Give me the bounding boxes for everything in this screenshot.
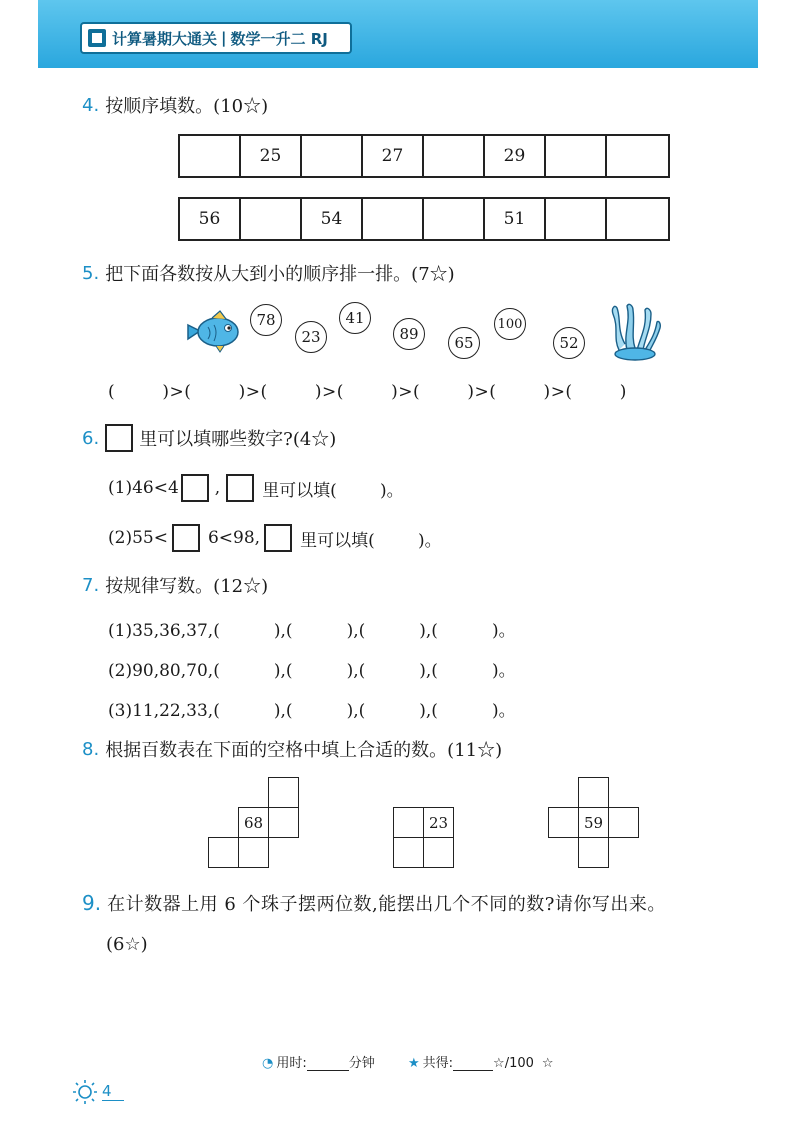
- time-unit: 分钟: [348, 1056, 375, 1071]
- seaweed-icon: [605, 300, 661, 362]
- book-icon: [88, 29, 106, 47]
- q5-heading: [82, 260, 455, 286]
- grid1-cell: 68: [238, 807, 269, 838]
- q4-row1-cell[interactable]: 27: [363, 136, 424, 176]
- blank-square: [264, 524, 292, 552]
- q4-row1-cell[interactable]: 29: [485, 136, 546, 176]
- q4-row1-cell[interactable]: [180, 136, 241, 176]
- q7-heading: [82, 572, 268, 598]
- header-separator: |: [221, 29, 227, 47]
- header-subtitle: 数学一升二 RJ: [230, 29, 328, 48]
- grid2-cell[interactable]: [393, 807, 424, 838]
- q8-number: 8.: [82, 738, 100, 760]
- grid1-cell[interactable]: [208, 837, 239, 868]
- q9-text: 在计数器上用 6 个珠子摆两位数,能摆出几个不同的数?请你写出来。: [107, 894, 666, 915]
- star-icon: ★: [408, 1056, 420, 1071]
- q6-p1-a: (1)46<4: [108, 478, 179, 498]
- fish-icon: [186, 305, 246, 355]
- q7-line-2: [108, 656, 516, 681]
- grid3-cell[interactable]: [548, 807, 579, 838]
- number-circle: 23: [295, 321, 327, 353]
- score-unit: ☆/100: [493, 1056, 534, 1071]
- q4-row2-cell[interactable]: [424, 199, 485, 239]
- number-circle: 78: [250, 304, 282, 336]
- q4-row1-cell[interactable]: [424, 136, 485, 176]
- q8-heading: [82, 736, 502, 762]
- q6-p1-b: ,: [214, 478, 221, 498]
- blank-square: [226, 474, 254, 502]
- q7-line-1: [108, 616, 516, 641]
- q4-number: 4.: [82, 94, 100, 116]
- q6-p1-c: 里可以填( )。: [262, 480, 404, 501]
- q4-row1-cell[interactable]: [302, 136, 363, 176]
- grid3-cell[interactable]: [608, 807, 639, 838]
- q6-p2-b: 6<98,: [207, 528, 261, 548]
- grid1-cell[interactable]: [268, 807, 299, 838]
- q4-row2-cell[interactable]: 51: [485, 199, 546, 239]
- q7-line-2-text: (2)90,80,70,( ),( ),( ),( )。: [108, 661, 516, 681]
- q4-row2-cell[interactable]: 54: [302, 199, 363, 239]
- q4-text: 按顺序填数。(10☆): [105, 96, 269, 117]
- footer-score: [408, 1052, 554, 1071]
- footer-time: [262, 1052, 375, 1071]
- grid1-cell[interactable]: [268, 777, 299, 808]
- header-title: 计算暑期大通关: [112, 29, 218, 48]
- q6-p2-a: (2)55<: [108, 528, 168, 548]
- q4-row2-cell[interactable]: [546, 199, 607, 239]
- grid1-cell[interactable]: [238, 837, 269, 868]
- q6-part-2: [108, 524, 442, 552]
- q6-text: 里可以填哪些数字?(4☆): [139, 429, 337, 450]
- q4-row2-cell[interactable]: [363, 199, 424, 239]
- q5-answer-text: ( )>( )>( )>( )>( )>( )>( ): [108, 382, 627, 402]
- q4-row2-cell[interactable]: 56: [180, 199, 241, 239]
- q6-number: 6.: [82, 427, 100, 449]
- q5-answer-line: [108, 382, 627, 402]
- star-outline-icon: ☆: [541, 1056, 554, 1071]
- grid2-cell[interactable]: [423, 837, 454, 868]
- q9-number: 9.: [82, 891, 102, 915]
- number-circle: 89: [393, 318, 425, 350]
- number-circle: 65: [448, 327, 480, 359]
- q4-row1-cell[interactable]: [607, 136, 668, 176]
- q5-number: 5.: [82, 262, 100, 284]
- number-circle: 100: [494, 308, 526, 340]
- header-banner: [38, 0, 758, 68]
- q7-line-1-text: (1)35,36,37,( ),( ),( ),( )。: [108, 621, 516, 641]
- q7-text: 按规律写数。(12☆): [105, 576, 269, 597]
- grid2-cell: 23: [423, 807, 454, 838]
- grid2-cell[interactable]: [393, 837, 424, 868]
- q4-row-1: [178, 134, 670, 178]
- grid3-cell: 59: [578, 807, 609, 838]
- q8-text: 根据百数表在下面的空格中填上合适的数。(11☆): [105, 740, 503, 761]
- clock-icon: ◔: [262, 1056, 274, 1071]
- q6-p2-c: 里可以填( )。: [300, 530, 442, 551]
- score-label: 共得:: [422, 1056, 454, 1071]
- q7-line-3-text: (3)11,22,33,( ),( ),( ),( )。: [108, 701, 516, 721]
- q5-text: 把下面各数按从大到小的顺序排一排。(7☆): [105, 264, 455, 285]
- grid3-cell[interactable]: [578, 837, 609, 868]
- q4-row-2: [178, 197, 670, 241]
- time-blank[interactable]: [307, 1056, 349, 1071]
- time-label: 用时:: [276, 1056, 307, 1071]
- number-circle: 52: [553, 327, 585, 359]
- blank-square: [105, 424, 133, 452]
- score-blank[interactable]: [453, 1056, 493, 1071]
- q6-part-1: [108, 474, 404, 502]
- grid3-cell[interactable]: [578, 777, 609, 808]
- q4-heading: [82, 92, 268, 118]
- q9-stars: [106, 934, 148, 955]
- number-circle: 41: [339, 302, 371, 334]
- sun-icon: [70, 1078, 100, 1104]
- q4-row2-cell[interactable]: [607, 199, 668, 239]
- q9-stars-text: (6☆): [106, 934, 148, 955]
- q4-row1-cell[interactable]: [546, 136, 607, 176]
- answer-box[interactable]: [172, 524, 200, 552]
- q6-heading: [82, 424, 336, 452]
- page-number: 4: [102, 1082, 124, 1101]
- q4-row1-cell[interactable]: 25: [241, 136, 302, 176]
- header-title-box: [80, 22, 352, 54]
- q7-number: 7.: [82, 574, 100, 596]
- q7-line-3: [108, 696, 516, 721]
- q4-row2-cell[interactable]: [241, 199, 302, 239]
- q9-heading: [82, 890, 666, 916]
- answer-box[interactable]: [181, 474, 209, 502]
